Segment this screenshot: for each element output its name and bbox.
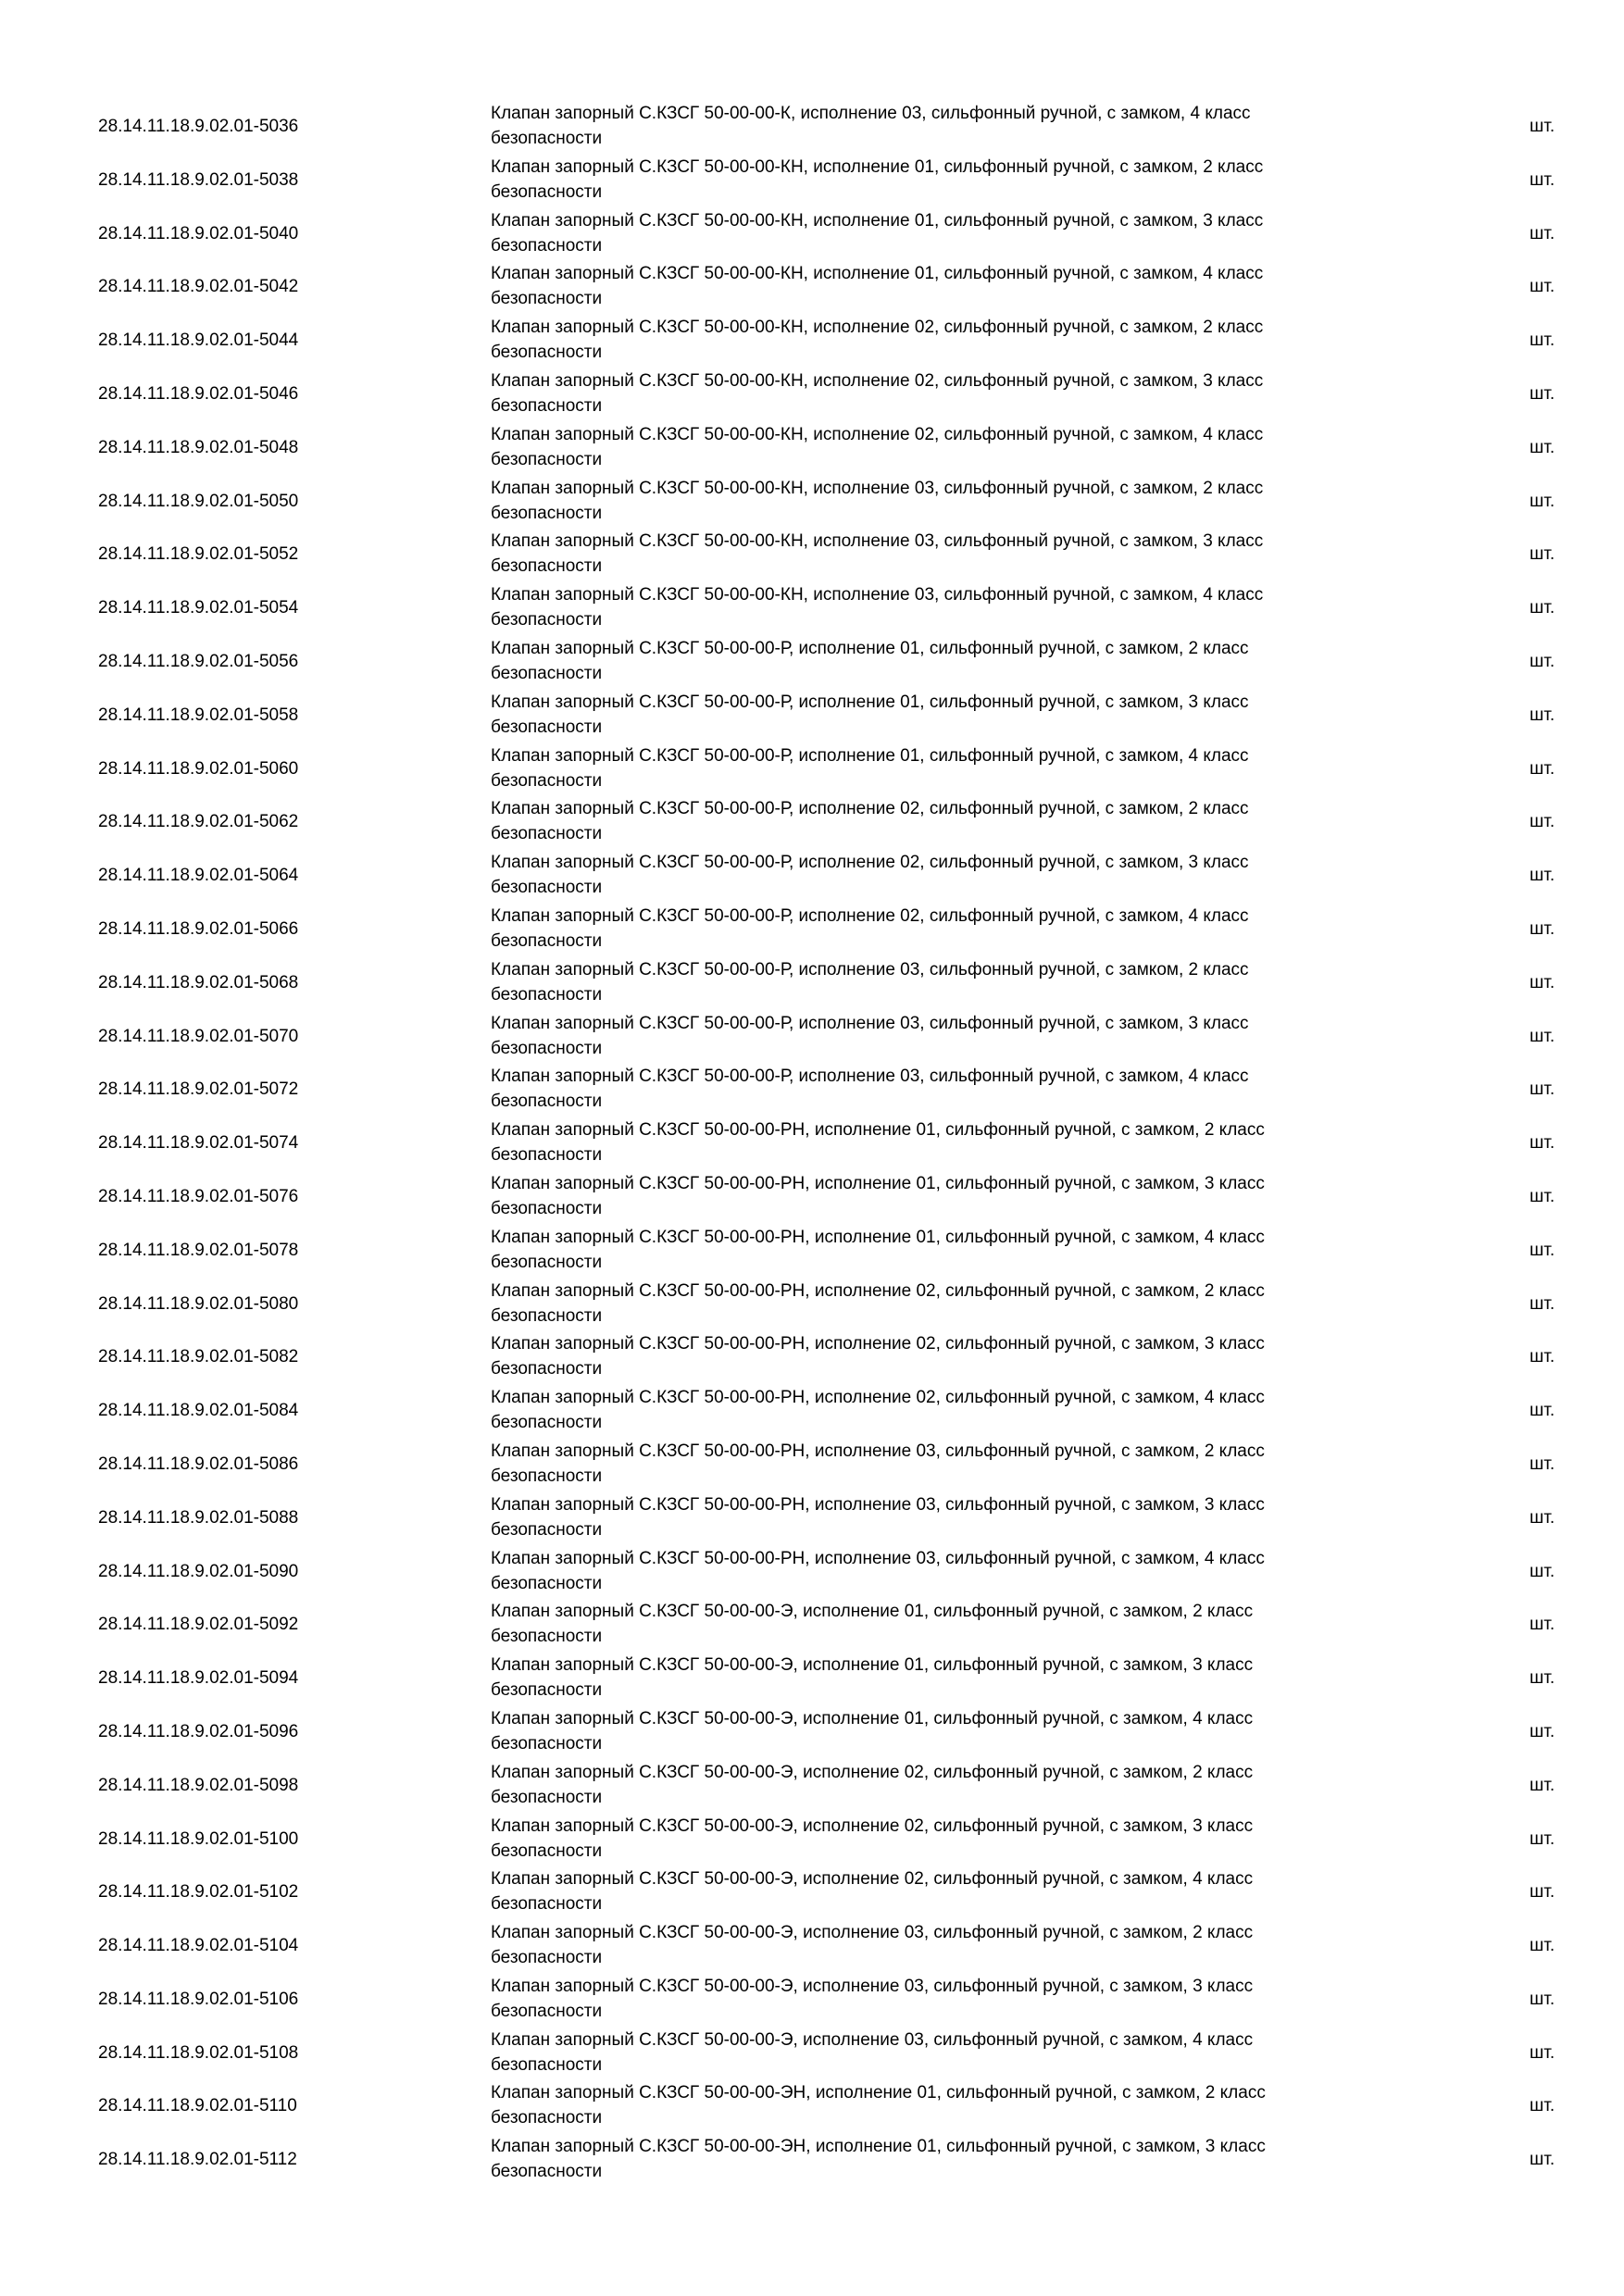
description-line-1: Клапан запорный С.КЗСГ 50-00-00-КН, исполнение 03, сильфонный ручной, с замком, 2 класс: [491, 478, 1264, 498]
description-line-2: безопасности: [491, 1466, 603, 1486]
table-row: [0, 634, 1624, 688]
description-line-2: безопасности: [491, 395, 603, 416]
description-line-1: Клапан запорный С.КЗСГ 50-00-00-КН, исполнение 03, сильфонный ручной, с замком, 4 класс: [491, 585, 1264, 605]
description-line-1: Клапан запорный С.КЗСГ 50-00-00-КН, исполнение 02, сильфонный ручной, с замком, 2 класс: [491, 318, 1264, 338]
item-description: [491, 1814, 1389, 1864]
description-line-2: безопасности: [491, 2054, 603, 2075]
description-line-1: Клапан запорный С.КЗСГ 50-00-00-РН, исполнение 02, сильфонный ручной, с замком, 2 класс: [491, 1280, 1265, 1301]
table-row: [0, 99, 1624, 153]
description-line-1: Клапан запорный С.КЗСГ 50-00-00-РН, исполнение 03, сильфонный ручной, с замком, 4 класс: [491, 1548, 1265, 1568]
item-unit: шт.: [1530, 1668, 1555, 1689]
item-code: 28.14.11.18.9.02.01-5070: [98, 1026, 299, 1046]
description-line-2: безопасности: [491, 556, 603, 577]
item-code: 28.14.11.18.9.02.01-5100: [98, 1828, 299, 1849]
item-unit: шт.: [1530, 866, 1555, 886]
item-description: [491, 1599, 1389, 1649]
table-row: [0, 206, 1624, 260]
table-row: [0, 955, 1624, 1009]
description-line-1: Клапан запорный С.КЗСГ 50-00-00-Э, исполнение 02, сильфонный ручной, с замком, 3 класс: [491, 1816, 1254, 1836]
table-row: [0, 1972, 1624, 2026]
item-description: [491, 1492, 1389, 1542]
description-line-2: безопасности: [491, 1252, 603, 1272]
item-code: 28.14.11.18.9.02.01-5074: [98, 1133, 299, 1154]
item-code: 28.14.11.18.9.02.01-5086: [98, 1454, 299, 1474]
item-description: [491, 796, 1389, 846]
table-row: [0, 1223, 1624, 1277]
item-code: 28.14.11.18.9.02.01-5088: [98, 1507, 299, 1528]
item-description: [491, 690, 1389, 740]
table-row: [0, 848, 1624, 902]
item-code: 28.14.11.18.9.02.01-5098: [98, 1775, 299, 1795]
table-row: [0, 1704, 1624, 1758]
table-row: [0, 902, 1624, 955]
table-row: [0, 1812, 1624, 1866]
description-line-1: Клапан запорный С.КЗСГ 50-00-00-Э, исполнение 02, сильфонный ручной, с замком, 2 класс: [491, 1762, 1254, 1782]
description-line-1: Клапан запорный С.КЗСГ 50-00-00-Э, исполнение 03, сильфонный ручной, с замком, 3 класс: [491, 1976, 1254, 1996]
item-description: [491, 1385, 1389, 1435]
item-description: [491, 1331, 1389, 1381]
table-row: [0, 1116, 1624, 1169]
item-description: [491, 1706, 1389, 1756]
item-description: [491, 904, 1389, 954]
item-code: 28.14.11.18.9.02.01-5078: [98, 1240, 299, 1260]
item-unit: шт.: [1530, 972, 1555, 992]
table-row: [0, 153, 1624, 206]
description-line-1: Клапан запорный С.КЗСГ 50-00-00-КН, исполнение 01, сильфонный ручной, с замком, 2 класс: [491, 156, 1264, 177]
table-row: [0, 2078, 1624, 2132]
item-unit: шт.: [1530, 383, 1555, 404]
item-code: 28.14.11.18.9.02.01-5090: [98, 1561, 299, 1581]
item-code: 28.14.11.18.9.02.01-5048: [98, 437, 299, 457]
item-code: 28.14.11.18.9.02.01-5054: [98, 598, 299, 618]
item-code: 28.14.11.18.9.02.01-5108: [98, 2042, 299, 2063]
item-code: 28.14.11.18.9.02.01-5046: [98, 383, 299, 404]
item-description: [491, 1760, 1389, 1810]
table-row: [0, 1758, 1624, 1812]
item-unit: шт.: [1530, 331, 1555, 351]
item-unit: шт.: [1530, 1828, 1555, 1849]
item-unit: шт.: [1530, 1775, 1555, 1795]
table-row: [0, 1865, 1624, 1918]
description-line-2: безопасности: [491, 1627, 603, 1647]
item-description: [491, 1920, 1389, 1970]
description-line-2: безопасности: [491, 1680, 603, 1701]
item-unit: шт.: [1530, 544, 1555, 565]
item-unit: шт.: [1530, 1026, 1555, 1046]
description-line-1: Клапан запорный С.КЗСГ 50-00-00-Э, исполнение 01, сильфонный ручной, с замком, 2 класс: [491, 1602, 1254, 1622]
table-row: [0, 1062, 1624, 1116]
table-row: [0, 1437, 1624, 1491]
table-row: [0, 580, 1624, 634]
table-row: [0, 1544, 1624, 1598]
table-row: [0, 1009, 1624, 1063]
item-code: 28.14.11.18.9.02.01-5106: [98, 1989, 299, 2009]
description-line-2: безопасности: [491, 449, 603, 469]
item-description: [491, 1225, 1389, 1275]
item-code: 28.14.11.18.9.02.01-5040: [98, 223, 299, 243]
item-unit: шт.: [1530, 1615, 1555, 1635]
item-unit: шт.: [1530, 1561, 1555, 1581]
description-line-1: Клапан запорный С.КЗСГ 50-00-00-К, исполнение 03, сильфонный ручной, с замком, 4 класс: [491, 104, 1251, 123]
description-line-2: безопасности: [491, 1573, 603, 1593]
table-row: [0, 313, 1624, 367]
item-description: [491, 476, 1389, 526]
table-row: [0, 794, 1624, 848]
description-line-1: Клапан запорный С.КЗСГ 50-00-00-КН, исполнение 02, сильфонный ручной, с замком, 3 класс: [491, 370, 1264, 391]
item-code: 28.14.11.18.9.02.01-5080: [98, 1293, 299, 1314]
description-line-2: безопасности: [491, 129, 603, 148]
description-line-1: Клапан запорный С.КЗСГ 50-00-00-Э, исполнение 03, сильфонный ручной, с замком, 2 класс: [491, 1923, 1254, 1943]
item-code: 28.14.11.18.9.02.01-5036: [98, 117, 299, 136]
item-description: [491, 1974, 1389, 2024]
description-line-1: Клапан запорный С.КЗСГ 50-00-00-РН, исполнение 02, сильфонный ручной, с замком, 3 класс: [491, 1334, 1265, 1354]
table-row: [0, 1383, 1624, 1437]
description-line-1: Клапан запорный С.КЗСГ 50-00-00-Р, исполнение 01, сильфонный ручной, с замком, 4 класс: [491, 745, 1249, 766]
item-unit: шт.: [1530, 437, 1555, 457]
item-description: [491, 155, 1389, 205]
description-line-1: Клапан запорный С.КЗСГ 50-00-00-Р, исполнение 03, сильфонный ручной, с замком, 4 класс: [491, 1067, 1249, 1087]
table-row: [0, 527, 1624, 580]
item-unit: шт.: [1530, 1507, 1555, 1528]
table-row: [0, 1277, 1624, 1330]
item-code: 28.14.11.18.9.02.01-5042: [98, 277, 299, 297]
item-code: 28.14.11.18.9.02.01-5068: [98, 972, 299, 992]
item-description: [491, 101, 1389, 151]
item-description: [491, 315, 1389, 365]
item-unit: шт.: [1530, 169, 1555, 190]
item-code: 28.14.11.18.9.02.01-5044: [98, 331, 299, 351]
description-line-2: безопасности: [491, 503, 603, 523]
table-row: [0, 2026, 1624, 2079]
item-description: [491, 2028, 1389, 2078]
item-unit: шт.: [1530, 598, 1555, 618]
item-description: [491, 261, 1389, 311]
description-line-2: безопасности: [491, 235, 603, 256]
table-row: [0, 1491, 1624, 1544]
description-line-2: безопасности: [491, 289, 603, 309]
item-code: 28.14.11.18.9.02.01-5092: [98, 1615, 299, 1635]
description-line-1: Клапан запорный С.КЗСГ 50-00-00-Э, исполнение 02, сильфонный ручной, с замком, 4 класс: [491, 1869, 1254, 1890]
description-line-2: безопасности: [491, 1145, 603, 1166]
item-unit: шт.: [1530, 1186, 1555, 1206]
item-description: [491, 1279, 1389, 1329]
description-line-1: Клапан запорный С.КЗСГ 50-00-00-Р, исполнение 01, сильфонный ручной, с замком, 2 класс: [491, 638, 1249, 658]
item-description: [491, 422, 1389, 472]
description-line-1: Клапан запорный С.КЗСГ 50-00-00-РН, исполнение 01, сильфонный ручной, с замком, 3 класс: [491, 1173, 1265, 1193]
description-line-2: безопасности: [491, 343, 603, 363]
item-code: 28.14.11.18.9.02.01-5066: [98, 918, 299, 939]
item-unit: шт.: [1530, 1401, 1555, 1421]
description-line-2: безопасности: [491, 1519, 603, 1540]
description-line-1: Клапан запорный С.КЗСГ 50-00-00-ЭН, исполнение 01, сильфонный ручной, с замком, 3 класс: [491, 2137, 1266, 2157]
description-line-1: Клапан запорный С.КЗСГ 50-00-00-КН, исполнение 03, сильфонный ручной, с замком, 3 класс: [491, 531, 1264, 552]
table-row: [0, 420, 1624, 474]
price-list-table: [0, 99, 1624, 2186]
item-code: 28.14.11.18.9.02.01-5060: [98, 758, 299, 779]
description-line-2: безопасности: [491, 824, 603, 844]
item-unit: шт.: [1530, 1347, 1555, 1367]
item-code: 28.14.11.18.9.02.01-5084: [98, 1401, 299, 1421]
item-description: [491, 636, 1389, 686]
description-line-1: Клапан запорный С.КЗСГ 50-00-00-ЭН, исполнение 01, сильфонный ручной, с замком, 2 класс: [491, 2083, 1266, 2103]
item-description: [491, 529, 1389, 579]
item-code: 28.14.11.18.9.02.01-5064: [98, 866, 299, 886]
description-line-2: безопасности: [491, 1733, 603, 1753]
table-row: [0, 742, 1624, 795]
table-row: [0, 1651, 1624, 1704]
description-line-1: Клапан запорный С.КЗСГ 50-00-00-Р, исполнение 02, сильфонный ручной, с замком, 4 класс: [491, 905, 1249, 926]
item-unit: шт.: [1530, 2042, 1555, 2063]
item-description: [491, 1439, 1389, 1489]
description-line-2: безопасности: [491, 2108, 603, 2128]
description-line-2: безопасности: [491, 181, 603, 202]
item-code: 28.14.11.18.9.02.01-5096: [98, 1721, 299, 1741]
item-unit: шт.: [1530, 1454, 1555, 1474]
description-line-2: безопасности: [491, 1413, 603, 1433]
item-unit: шт.: [1530, 1936, 1555, 1956]
item-unit: шт.: [1530, 1989, 1555, 2009]
description-line-1: Клапан запорный С.КЗСГ 50-00-00-Э, исполнение 03, сильфонный ручной, с замком, 4 класс: [491, 2029, 1254, 2050]
item-unit: шт.: [1530, 117, 1555, 136]
description-line-2: безопасности: [491, 610, 603, 630]
description-line-1: Клапан запорный С.КЗСГ 50-00-00-Р, исполнение 02, сильфонный ручной, с замком, 2 класс: [491, 799, 1249, 819]
table-row: [0, 1169, 1624, 1223]
item-unit: шт.: [1530, 277, 1555, 297]
item-description: [491, 208, 1389, 258]
table-row: [0, 1329, 1624, 1383]
description-line-2: безопасности: [491, 1841, 603, 1861]
description-line-1: Клапан запорный С.КЗСГ 50-00-00-Э, исполнение 01, сильфонный ручной, с замком, 4 класс: [491, 1708, 1254, 1728]
item-unit: шт.: [1530, 491, 1555, 511]
description-line-1: Клапан запорный С.КЗСГ 50-00-00-РН, исполнение 03, сильфонный ручной, с замком, 2 класс: [491, 1441, 1265, 1461]
item-code: 28.14.11.18.9.02.01-5072: [98, 1079, 299, 1100]
item-code: 28.14.11.18.9.02.01-5110: [98, 2096, 297, 2116]
item-unit: шт.: [1530, 1882, 1555, 1903]
table-row: [0, 2132, 1624, 2186]
description-line-1: Клапан запорный С.КЗСГ 50-00-00-Р, исполнение 02, сильфонный ручной, с замком, 3 класс: [491, 853, 1249, 873]
item-description: [491, 1171, 1389, 1221]
item-unit: шт.: [1530, 1079, 1555, 1100]
description-line-1: Клапан запорный С.КЗСГ 50-00-00-Р, исполнение 03, сильфонный ручной, с замком, 2 класс: [491, 959, 1249, 980]
item-code: 28.14.11.18.9.02.01-5094: [98, 1668, 299, 1689]
description-line-1: Клапан запорный С.КЗСГ 50-00-00-РН, исполнение 03, сильфонный ручной, с замком, 3 класс: [491, 1494, 1265, 1515]
item-code: 28.14.11.18.9.02.01-5102: [98, 1882, 299, 1903]
item-unit: шт.: [1530, 1133, 1555, 1154]
description-line-2: безопасности: [491, 1894, 603, 1915]
description-line-1: Клапан запорный С.КЗСГ 50-00-00-Р, исполнение 03, сильфонный ручной, с замком, 3 класс: [491, 1013, 1249, 1033]
description-line-2: безопасности: [491, 1787, 603, 1807]
description-line-2: безопасности: [491, 930, 603, 951]
table-row: [0, 259, 1624, 313]
item-unit: шт.: [1530, 812, 1555, 832]
description-line-2: безопасности: [491, 984, 603, 1004]
item-description: [491, 1117, 1389, 1167]
description-line-2: безопасности: [491, 2001, 603, 2021]
item-unit: шт.: [1530, 758, 1555, 779]
item-unit: шт.: [1530, 223, 1555, 243]
table-row: [0, 474, 1624, 528]
description-line-2: безопасности: [491, 717, 603, 737]
description-line-2: безопасности: [491, 2162, 603, 2182]
description-line-1: Клапан запорный С.КЗСГ 50-00-00-КН, исполнение 01, сильфонный ручной, с замком, 4 класс: [491, 264, 1264, 284]
item-code: 28.14.11.18.9.02.01-5050: [98, 491, 299, 511]
item-description: [491, 1064, 1389, 1114]
item-description: [491, 368, 1389, 418]
item-description: [491, 1546, 1389, 1596]
item-unit: шт.: [1530, 918, 1555, 939]
description-line-2: безопасности: [491, 1359, 603, 1379]
description-line-1: Клапан запорный С.КЗСГ 50-00-00-Э, исполнение 01, сильфонный ручной, с замком, 3 класс: [491, 1655, 1254, 1676]
description-line-1: Клапан запорный С.КЗСГ 50-00-00-КН, исполнение 01, сильфонный ручной, с замком, 3 класс: [491, 210, 1264, 231]
item-code: 28.14.11.18.9.02.01-5082: [98, 1347, 299, 1367]
item-description: [491, 1011, 1389, 1061]
description-line-2: безопасности: [491, 770, 603, 791]
description-line-2: безопасности: [491, 1092, 603, 1112]
item-description: [491, 1866, 1389, 1916]
description-line-2: безопасности: [491, 663, 603, 683]
item-description: [491, 1653, 1389, 1703]
item-code: 28.14.11.18.9.02.01-5038: [98, 169, 299, 190]
item-unit: шт.: [1530, 651, 1555, 671]
item-description: [491, 2134, 1389, 2184]
description-line-1: Клапан запорный С.КЗСГ 50-00-00-РН, исполнение 02, сильфонный ручной, с замком, 4 класс: [491, 1388, 1265, 1408]
item-code: 28.14.11.18.9.02.01-5076: [98, 1186, 299, 1206]
item-code: 28.14.11.18.9.02.01-5104: [98, 1936, 299, 1956]
description-line-2: безопасности: [491, 1948, 603, 1968]
item-unit: шт.: [1530, 1293, 1555, 1314]
table-row: [0, 688, 1624, 742]
table-row: [0, 1918, 1624, 1972]
item-unit: шт.: [1530, 705, 1555, 725]
item-description: [491, 850, 1389, 900]
table-row: [0, 367, 1624, 420]
description-line-2: безопасности: [491, 878, 603, 898]
description-line-2: безопасности: [491, 1038, 603, 1058]
description-line-1: Клапан запорный С.КЗСГ 50-00-00-КН, исполнение 02, сильфонный ручной, с замком, 4 класс: [491, 424, 1264, 444]
item-code: 28.14.11.18.9.02.01-5062: [98, 812, 299, 832]
item-unit: шт.: [1530, 1721, 1555, 1741]
description-line-1: Клапан запорный С.КЗСГ 50-00-00-Р, исполнение 01, сильфонный ручной, с замком, 3 класс: [491, 692, 1249, 712]
item-code: 28.14.11.18.9.02.01-5056: [98, 651, 299, 671]
item-description: [491, 582, 1389, 632]
description-line-1: Клапан запорный С.КЗСГ 50-00-00-РН, исполнение 01, сильфонный ручной, с замком, 4 класс: [491, 1227, 1265, 1247]
item-unit: шт.: [1530, 2096, 1555, 2116]
item-code: 28.14.11.18.9.02.01-5058: [98, 705, 299, 725]
description-line-2: безопасности: [491, 1198, 603, 1218]
item-code: 28.14.11.18.9.02.01-5112: [98, 2150, 297, 2170]
table-row: [0, 1597, 1624, 1651]
item-description: [491, 2080, 1389, 2130]
item-description: [491, 743, 1389, 793]
item-unit: шт.: [1530, 1240, 1555, 1260]
item-description: [491, 957, 1389, 1007]
description-line-2: безопасности: [491, 1305, 603, 1326]
item-unit: шт.: [1530, 2150, 1555, 2170]
item-code: 28.14.11.18.9.02.01-5052: [98, 544, 299, 565]
description-line-1: Клапан запорный С.КЗСГ 50-00-00-РН, исполнение 01, сильфонный ручной, с замком, 2 класс: [491, 1120, 1265, 1141]
